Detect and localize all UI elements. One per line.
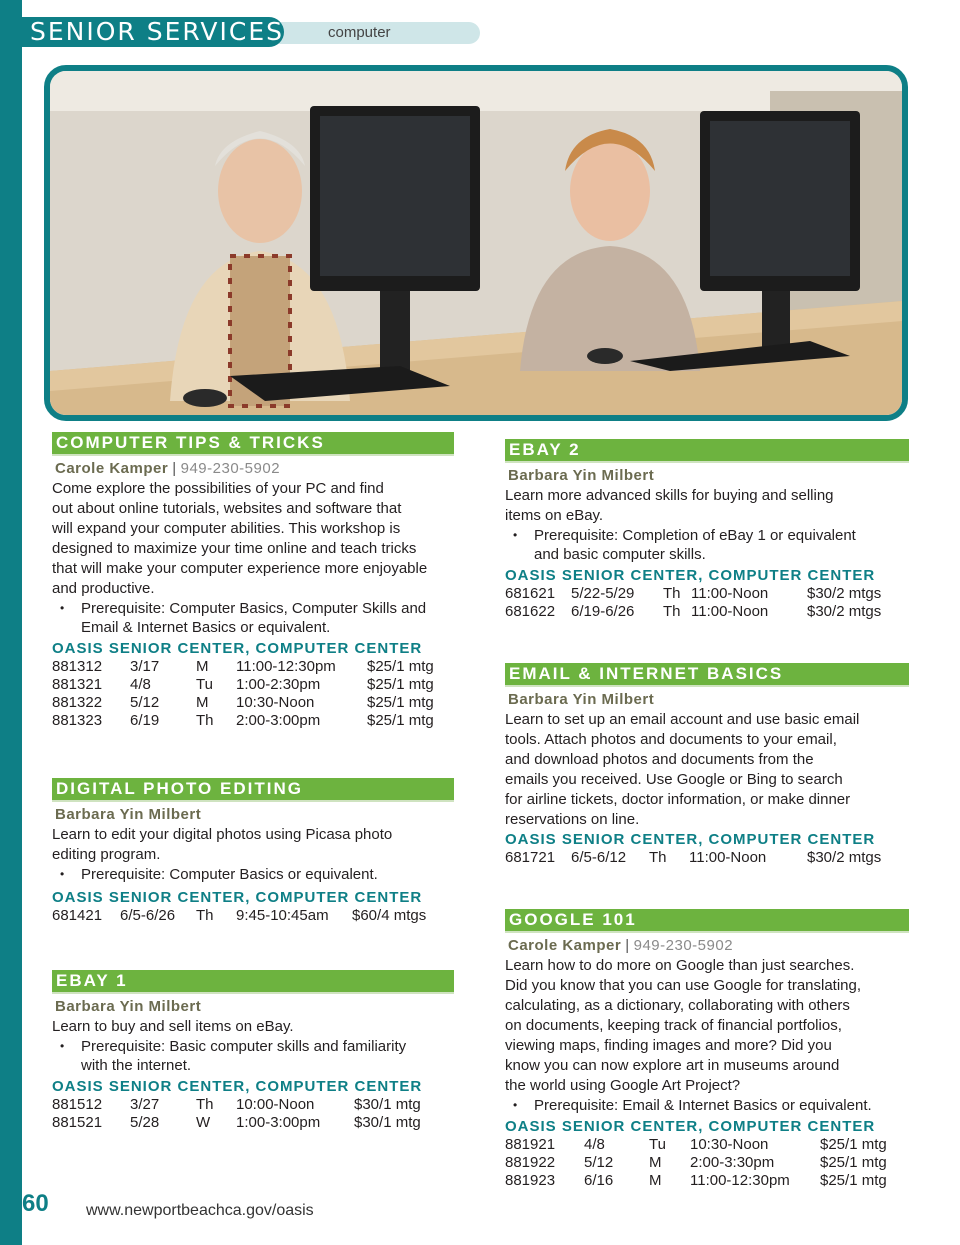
course-description: Learn how to do more on Google than just searches. Did you know that you can use Google for translating, calculating, as a dictionary, collaborating with others on documents, keeping track of financial portfolios, viewing maps, finding images and more? Did you know you can now explore art in museums around the world using Google Art Project?	[505, 957, 862, 1094]
prerequisite: • Prerequisite: Basic computer skills and familiarity with the internet.	[52, 1037, 454, 1075]
table-row: 881512 3/27 Th 10:00-Noon $30/1 mtg	[52, 1096, 421, 1113]
table-row: 881322 5/12 M 10:30-Noon $25/1 mtg	[52, 694, 434, 711]
side-bar	[0, 0, 22, 1245]
schedule-table	[52, 907, 426, 925]
instructor-phone: 949-230-5902	[633, 937, 734, 954]
instructor: Carole Kamper | 949-230-5902	[508, 937, 734, 954]
website-link[interactable]: www.newportbeachca.gov/oasis	[86, 1202, 314, 1219]
location: OASIS SENIOR CENTER, COMPUTER CENTER	[505, 567, 876, 584]
schedule-table	[505, 1136, 887, 1190]
course-title: GOOGLE 101	[505, 909, 909, 933]
table-row: 681721 6/5-6/12 Th 11:00-Noon $30/2 mtgs	[505, 849, 882, 866]
section-title: SENIOR SERVICES	[22, 17, 284, 47]
prerequisite: • Prerequisite: Computer Basics, Computer Skills and Email & Internet Basics or equivalent.	[52, 599, 454, 637]
instructor: Carole Kamper | 949-230-5902	[55, 460, 281, 477]
course-title: EBAY 2	[505, 439, 909, 463]
prerequisite: • Prerequisite: Completion of eBay 1 or equivalent and basic computer skills.	[505, 526, 909, 564]
course-description: Come explore the possibilities of your PC and find out about online tutorials, websites and software that will expand your computer abilities. This workshop is designed to maximize your time online and teach tricks that will make your computer experience more enjoyable and productive.	[52, 480, 428, 597]
table-row: 681622 6/19-6/26 Th 11:00-Noon $30/2 mtgs	[505, 603, 882, 620]
instructor-name: Barbara Yin Milbert	[508, 467, 655, 484]
course-digital-photo-editing	[52, 778, 454, 925]
table-row: 681621 5/22-5/29 Th 11:00-Noon $30/2 mtgs	[505, 585, 882, 602]
category-label: computer	[270, 22, 480, 44]
course-title: DIGITAL PHOTO EDITING	[52, 778, 454, 802]
location: OASIS SENIOR CENTER, COMPUTER CENTER	[52, 640, 423, 657]
schedule-table	[505, 849, 881, 867]
instructor-phone: 949-230-5902	[180, 460, 281, 477]
instructor	[508, 467, 909, 484]
course-computer-tips	[52, 432, 454, 730]
course-description: Learn to set up an email account and use basic email tools. Attach photos and documents to your email, and download photos and documents from the emails you received. Use Google or Bing to search for airline tickets, doctor information, or make dinner reservations on line.	[505, 711, 860, 828]
table-row: 881923 6/16 M 11:00-12:30pm $25/1 mtg	[505, 1172, 887, 1189]
course-google-101	[505, 909, 909, 1190]
instructor-name: Carole Kamper	[508, 937, 622, 954]
instructor-name: Barbara Yin Milbert	[508, 691, 655, 708]
instructor-name: Barbara Yin Milbert	[55, 806, 202, 823]
instructor	[55, 998, 454, 1015]
instructor-name: Carole Kamper	[55, 460, 169, 477]
location: OASIS SENIOR CENTER, COMPUTER CENTER	[505, 831, 876, 848]
instructor	[55, 806, 454, 823]
course-description: Learn to edit your digital photos using Picasa photo editing program.	[52, 826, 393, 863]
table-row: 881921 4/8 Tu 10:30-Noon $25/1 mtg	[505, 1136, 887, 1153]
prerequisite: • Prerequisite: Email & Internet Basics or equivalent.	[505, 1096, 909, 1115]
schedule-table	[52, 658, 434, 730]
course-ebay-1	[52, 970, 454, 1132]
table-row: 881521 5/28 W 1:00-3:00pm $30/1 mtg	[52, 1114, 421, 1131]
course-title: COMPUTER TIPS & TRICKS	[52, 432, 454, 456]
table-row: 881922 5/12 M 2:00-3:30pm $25/1 mtg	[505, 1154, 887, 1171]
schedule-table	[52, 1096, 421, 1132]
course-description: Learn to buy and sell items on eBay.	[52, 1018, 294, 1035]
course-title: EMAIL & INTERNET BASICS	[505, 663, 909, 687]
course-ebay-2	[505, 439, 909, 621]
table-row: 681421 6/5-6/26 Th 9:45-10:45am $60/4 mtgs	[52, 907, 427, 924]
page-number: 60	[22, 1190, 49, 1217]
location: OASIS SENIOR CENTER, COMPUTER CENTER	[52, 1078, 423, 1095]
location: OASIS SENIOR CENTER, COMPUTER CENTER	[52, 889, 423, 906]
table-row: 881321 4/8 Tu 1:00-2:30pm $25/1 mtg	[52, 676, 434, 693]
course-description: Learn more advanced skills for buying and selling items on eBay.	[505, 487, 834, 524]
course-email-internet-basics	[505, 663, 909, 867]
table-row: 881323 6/19 Th 2:00-3:00pm $25/1 mtg	[52, 712, 434, 729]
photo	[44, 65, 908, 421]
schedule-table	[505, 585, 881, 621]
instructor-name: Barbara Yin Milbert	[55, 998, 202, 1015]
location: OASIS SENIOR CENTER, COMPUTER CENTER	[505, 1118, 876, 1135]
prerequisite: • Prerequisite: Computer Basics or equivalent.	[52, 865, 454, 884]
course-title: EBAY 1	[52, 970, 454, 994]
instructor	[508, 691, 909, 708]
seniors-at-computers-photo	[50, 71, 902, 415]
table-row: 881312 3/17 M 11:00-12:30pm $25/1 mtg	[52, 658, 434, 675]
